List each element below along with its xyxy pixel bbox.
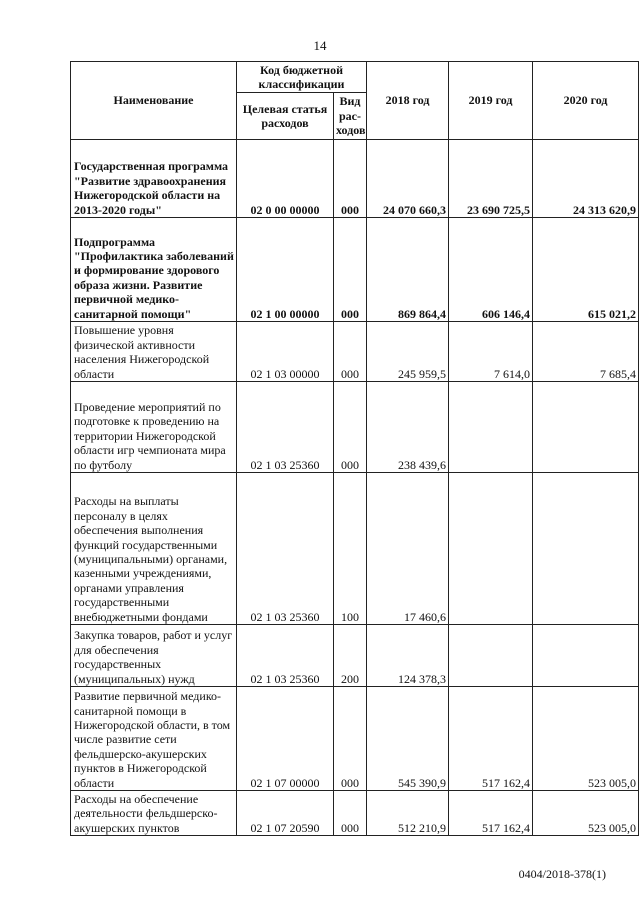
row-target-code: 02 1 07 00000 — [237, 687, 334, 791]
header-2020: 2020 год — [533, 62, 639, 140]
header-expense-kind: Вид рас-ходов — [334, 93, 367, 140]
document-footer-code: 0404/2018-378(1) — [518, 867, 606, 881]
row-expense-kind: 000 — [334, 687, 367, 791]
row-expense-kind: 000 — [334, 791, 367, 836]
table-row — [71, 140, 639, 218]
row-value-2018: 512 210,9 — [367, 791, 449, 836]
row-value-2019 — [449, 625, 533, 687]
row-value-2019: 517 162,4 — [449, 791, 533, 836]
table-row — [71, 473, 639, 625]
row-value-2020 — [533, 625, 639, 687]
row-name: Проведение мероприятий по подготовке к проведению на территории Нижегородской области игр чемпионата мира по футболу — [71, 382, 237, 473]
row-value-2018: 124 378,3 — [367, 625, 449, 687]
row-value-2018: 545 390,9 — [367, 687, 449, 791]
header-code-group: Код бюджетной классификации — [237, 62, 367, 93]
budget-table — [70, 61, 639, 836]
table-row — [71, 218, 639, 322]
row-target-code: 02 1 03 00000 — [237, 322, 334, 382]
row-value-2019 — [449, 473, 533, 625]
row-expense-kind: 000 — [334, 140, 367, 218]
table-row — [71, 791, 639, 836]
row-value-2018: 869 864,4 — [367, 218, 449, 322]
table-row — [71, 382, 639, 473]
row-target-code: 02 1 03 25360 — [237, 382, 334, 473]
row-expense-kind: 000 — [334, 218, 367, 322]
row-name: Расходы на выплаты персоналу в целях обеспечения выполнения функций государственными (муниципальными) органами, казенными учреждениями, органами управления государственными внебюджетными фондами — [71, 473, 237, 625]
row-target-code: 02 0 00 00000 — [237, 140, 334, 218]
row-name: Повышение уровня физической активности населения Нижегородской области — [71, 322, 237, 382]
row-value-2019: 7 614,0 — [449, 322, 533, 382]
row-value-2018: 245 959,5 — [367, 322, 449, 382]
row-name: Подпрограмма "Профилактика заболеваний и формирование здорового образа жизни. Развитие первичной медико-санитарной помощи" — [71, 218, 237, 322]
row-expense-kind: 000 — [334, 382, 367, 473]
table-row — [71, 625, 639, 687]
row-value-2019: 606 146,4 — [449, 218, 533, 322]
row-expense-kind: 200 — [334, 625, 367, 687]
row-target-code: 02 1 03 25360 — [237, 473, 334, 625]
row-target-code: 02 1 07 20590 — [237, 791, 334, 836]
header-name: Наименование — [71, 62, 237, 140]
row-value-2019: 23 690 725,5 — [449, 140, 533, 218]
row-value-2020: 523 005,0 — [533, 791, 639, 836]
row-value-2018: 238 439,6 — [367, 382, 449, 473]
row-value-2020 — [533, 382, 639, 473]
row-value-2019 — [449, 382, 533, 473]
row-value-2020: 523 005,0 — [533, 687, 639, 791]
row-name: Закупка товаров, работ и услуг для обеспечения государственных (муниципальных) нужд — [71, 625, 237, 687]
row-expense-kind: 000 — [334, 322, 367, 382]
row-name: Развитие первичной медико-санитарной помощи в Нижегородской области, в том числе развитие сети фельдшерско-акушерских пунктов в Нижегородской области — [71, 687, 237, 791]
header-target-article: Целевая статья расходов — [237, 93, 334, 140]
row-value-2018: 17 460,6 — [367, 473, 449, 625]
row-value-2019: 517 162,4 — [449, 687, 533, 791]
row-target-code: 02 1 00 00000 — [237, 218, 334, 322]
row-value-2020: 7 685,4 — [533, 322, 639, 382]
header-2018: 2018 год — [367, 62, 449, 140]
page-number: 14 — [313, 38, 327, 53]
table-row — [71, 322, 639, 382]
row-target-code: 02 1 03 25360 — [237, 625, 334, 687]
row-expense-kind: 100 — [334, 473, 367, 625]
header-2019: 2019 год — [449, 62, 533, 140]
row-value-2020: 24 313 620,9 — [533, 140, 639, 218]
row-value-2020: 615 021,2 — [533, 218, 639, 322]
row-value-2020 — [533, 473, 639, 625]
row-name: Расходы на обеспечение деятельности фельдшерско-акушерских пунктов — [71, 791, 237, 836]
row-name: Государственная программа "Развитие здравоохранения Нижегородской области на 2013-2020 годы" — [71, 140, 237, 218]
table-row — [71, 687, 639, 791]
row-value-2018: 24 070 660,3 — [367, 140, 449, 218]
